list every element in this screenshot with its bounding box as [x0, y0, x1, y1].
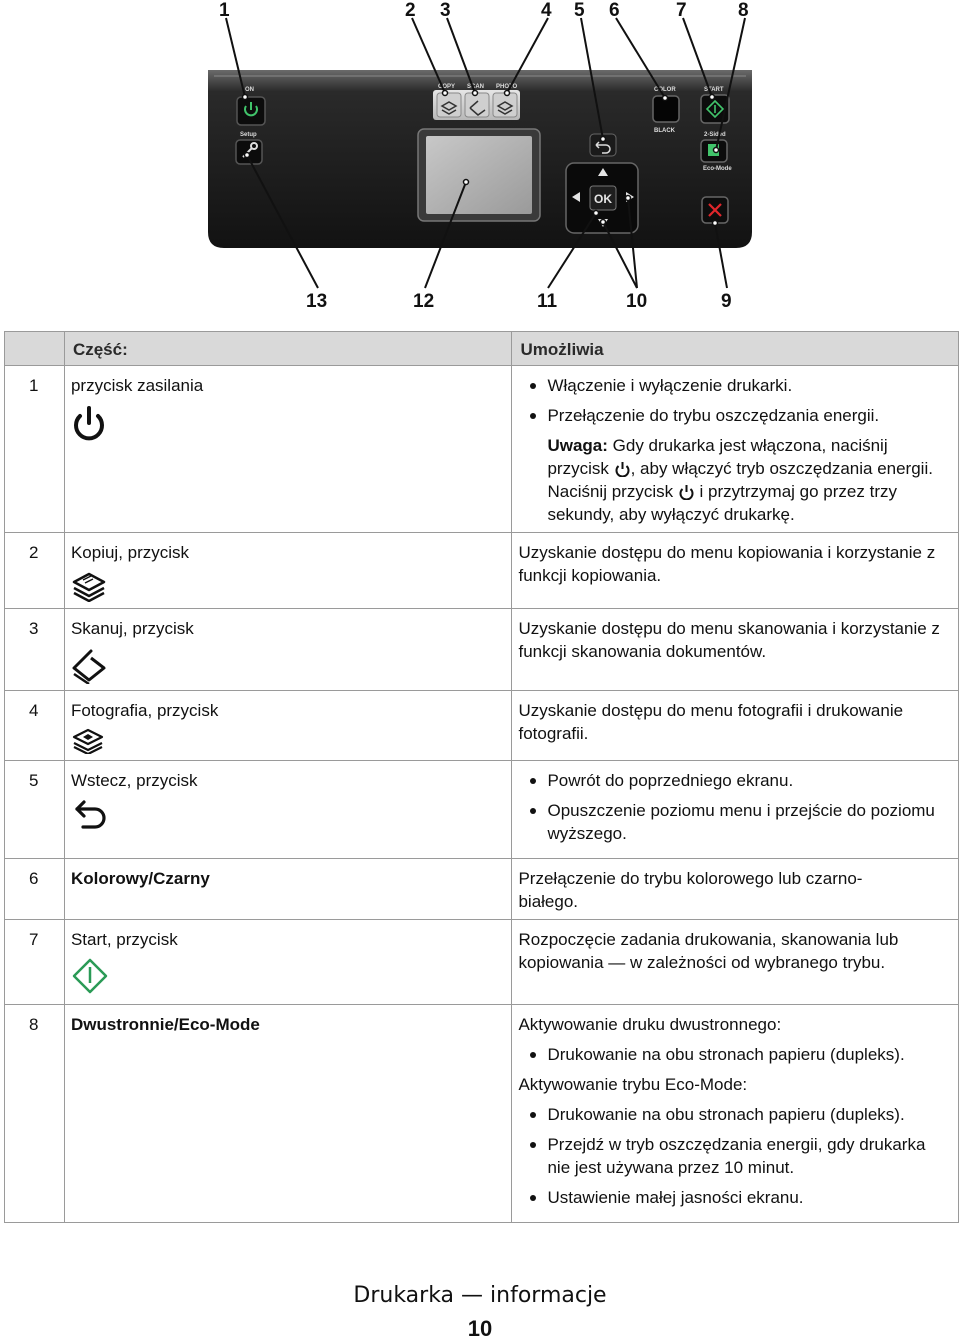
note-text: [518, 434, 950, 526]
list-item: Włączenie i wyłączenie drukarki.: [518, 374, 950, 397]
note-part-1: Gdy drukarka jest włączona, naciśnij przycisk: [547, 436, 888, 478]
callout-1: 1: [219, 0, 230, 21]
part-cell: [64, 691, 512, 761]
table-row: [5, 761, 959, 859]
part-cell: [64, 1005, 512, 1223]
callout-13: 13: [306, 291, 328, 312]
callout-2: 2: [405, 0, 416, 21]
parts-table: [4, 331, 959, 1223]
start-label: START: [704, 87, 724, 93]
part-cell: [64, 920, 512, 1005]
list-item: Przełączenie do trybu oszczędzania energii.: [518, 404, 950, 427]
setup-label: Setup: [240, 132, 257, 138]
callout-6: 6: [609, 0, 620, 21]
display-screen: [426, 136, 532, 214]
note-part-3: i przytrzymaj go przez trzy sekundy, aby wyłączyć drukarkę.: [547, 482, 897, 524]
description-cell: Uzyskanie dostępu do menu skanowania i korzystanie z funkcji skanowania dokumentów.: [512, 609, 959, 691]
list-item: Drukowanie na obu stronach papieru (dupleks).: [518, 1103, 950, 1126]
part-name: Start, przycisk: [70, 930, 178, 949]
callout-9: 9: [721, 291, 732, 312]
table-row: [5, 920, 959, 1005]
callout-8: 8: [738, 0, 749, 21]
photo-icon: [71, 728, 105, 754]
note-part-2: , aby włączyć tryb oszczędzania energii. Naciśnij przycisk: [547, 459, 933, 501]
part-cell: [64, 533, 512, 609]
eco-mode-label: Eco-Mode: [703, 166, 732, 172]
callout-12: 12: [413, 291, 435, 312]
row-number: 8: [5, 1005, 65, 1223]
copy-icon: [71, 570, 107, 602]
part-name: Kolorowy/Czarny: [70, 869, 210, 888]
part-cell: [64, 609, 512, 691]
scan-label: SCAN: [467, 84, 485, 90]
description-cell: Uzyskanie dostępu do menu kopiowania i korzystanie z funkcji kopiowania.: [512, 533, 959, 609]
row-number: 1: [5, 366, 65, 533]
black-label: BLACK: [654, 128, 675, 134]
two-sided-label: 2-Sided: [704, 132, 726, 138]
list-item: Drukowanie na obu stronach papieru (dupleks).: [518, 1043, 950, 1066]
row-number: 4: [5, 691, 65, 761]
callout-10: 10: [626, 291, 648, 312]
row-number: 2: [5, 533, 65, 609]
page-number: 10: [467, 1316, 493, 1341]
callout-5: 5: [574, 0, 585, 21]
row-number: 5: [5, 761, 65, 859]
header-enables: Umożliwia: [512, 332, 959, 366]
part-cell: [64, 859, 512, 920]
power-button[interactable]: [237, 97, 265, 125]
description-cell: [512, 366, 959, 533]
description-cell: [512, 1005, 959, 1223]
callout-3: 3: [440, 0, 451, 21]
copy-label: COPY: [438, 84, 456, 90]
power-icon: [678, 483, 695, 500]
list-item: Ustawienie małej jasności ekranu.: [518, 1186, 950, 1209]
part-name: Dwustronnie/Eco-Mode: [70, 1015, 260, 1034]
start-icon: [71, 957, 109, 995]
table-row: [5, 1005, 959, 1223]
eco-mode-heading: Aktywowanie trybu Eco-Mode:: [518, 1075, 748, 1094]
description-cell: Rozpoczęcie zadania drukowania, skanowania lub kopiowania — w zależności od wybranego trybu.: [512, 920, 959, 1005]
callout-7: 7: [676, 0, 687, 21]
description-cell: Przełączenie do trybu kolorowego lub czarno-białego.: [512, 859, 959, 920]
description-cell: Uzyskanie dostępu do menu fotografii i drukowanie fotografii.: [512, 691, 959, 761]
table-row: [5, 691, 959, 761]
part-name: Wstecz, przycisk: [70, 771, 198, 790]
footer-title: Drukarka — informacje: [353, 1283, 607, 1308]
on-label: ON: [245, 87, 254, 93]
list-item: Powrót do poprzedniego ekranu.: [518, 769, 950, 792]
row-number: 3: [5, 609, 65, 691]
list-item: Opuszczenie poziomu menu i przejście do poziomu wyższego.: [518, 799, 950, 845]
table-header-row: [5, 332, 959, 366]
part-name: przycisk zasilania: [70, 376, 204, 395]
table-row: [5, 609, 959, 691]
table-row: [5, 533, 959, 609]
back-icon: [71, 798, 109, 832]
description-cell: [512, 761, 959, 859]
power-icon: [71, 403, 107, 443]
ok-label: OK: [594, 192, 612, 206]
callout-4: 4: [541, 0, 552, 21]
part-name: Fotografia, przycisk: [70, 701, 219, 720]
note-label: Uwaga:: [547, 436, 608, 455]
color-label: COLOR: [654, 87, 676, 93]
photo-label: PHOTO: [496, 84, 518, 90]
table-row: [5, 366, 959, 533]
table-row: [5, 859, 959, 920]
part-name: Skanuj, przycisk: [70, 619, 194, 638]
scan-icon: [71, 646, 107, 684]
callout-11: 11: [537, 291, 558, 312]
power-icon: [614, 460, 631, 477]
list-item: Przejdź w tryb oszczędzania energii, gdy drukarka nie jest używana przez 10 minut.: [518, 1133, 950, 1179]
header-part: Część:: [64, 332, 512, 366]
header-blank: [5, 332, 65, 366]
row-number: 7: [5, 920, 65, 1005]
row-number: 6: [5, 859, 65, 920]
part-name: Kopiuj, przycisk: [70, 543, 190, 562]
part-cell: [64, 366, 512, 533]
control-panel-diagram: [0, 0, 960, 320]
duplex-heading: Aktywowanie druku dwustronnego:: [518, 1015, 782, 1034]
part-cell: [64, 761, 512, 859]
